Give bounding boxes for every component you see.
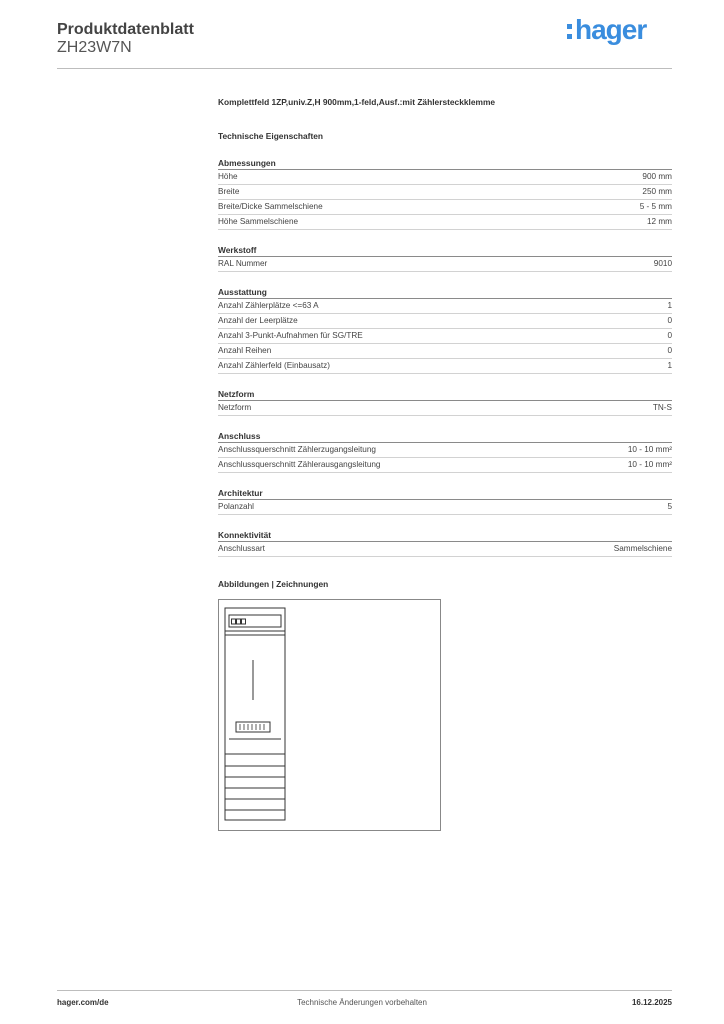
- section: [218, 487, 672, 515]
- main-content: [218, 96, 672, 831]
- property-row: [218, 443, 672, 458]
- footer-date: 16.12.2025: [631, 998, 672, 1007]
- property-label: Anzahl der Leerplätze: [218, 316, 298, 325]
- section: [218, 388, 672, 416]
- property-row: [218, 401, 672, 416]
- properties-sections: [218, 157, 672, 557]
- property-row: [218, 542, 672, 557]
- illustrations-heading: Abbildungen | Zeichnungen: [218, 579, 329, 589]
- section: [218, 157, 672, 230]
- property-label: Netzform: [218, 403, 252, 412]
- footer-website-link[interactable]: hager.com/de: [57, 998, 109, 1007]
- property-label: Breite/Dicke Sammelschiene: [218, 202, 323, 211]
- logo-dots-icon: [567, 24, 572, 39]
- property-label: Anzahl Zählerplätze <=63 A: [218, 301, 319, 310]
- property-label: Polanzahl: [218, 502, 254, 511]
- technical-properties-heading: Technische Eigenschaften: [218, 131, 324, 141]
- property-label: Anzahl Zählerfeld (Einbausatz): [218, 361, 330, 370]
- property-label: Anschlussquerschnitt Zählerzugangsleitung: [218, 445, 376, 454]
- panel-drawing-icon: [219, 600, 440, 830]
- section-title: Netzform: [218, 388, 672, 401]
- property-row: [218, 185, 672, 200]
- section: [218, 529, 672, 557]
- property-label: RAL Nummer: [218, 259, 268, 268]
- section-title: Architektur: [218, 487, 672, 500]
- footer-divider: [57, 990, 672, 991]
- property-value: 0: [667, 331, 672, 340]
- property-row: [218, 344, 672, 359]
- footer-notice: Technische Änderungen vorbehalten: [297, 998, 427, 1007]
- document-title: Produktdatenblatt: [57, 21, 194, 38]
- property-row: [218, 170, 672, 185]
- property-row: [218, 500, 672, 515]
- property-label: Breite: [218, 187, 240, 196]
- section: [218, 244, 672, 272]
- section-title: Ausstattung: [218, 286, 672, 299]
- property-label: Höhe Sammelschiene: [218, 217, 299, 226]
- property-value: 0: [667, 346, 672, 355]
- property-label: Anzahl 3-Punkt-Aufnahmen für SG/TRE: [218, 331, 363, 340]
- property-value: 1: [667, 361, 672, 370]
- property-row: [218, 299, 672, 314]
- property-label: Anzahl Reihen: [218, 346, 272, 355]
- property-row: [218, 314, 672, 329]
- product-description: Komplettfeld 1ZP,univ.Z,H 900mm,1-feld,Ausf.:mit Zählersteckklemme: [218, 97, 496, 107]
- property-value: 5 - 5 mm: [639, 202, 672, 211]
- property-value: 900 mm: [642, 172, 672, 181]
- section: [218, 286, 672, 374]
- property-value: 5: [667, 502, 672, 511]
- property-value: 10 - 10 mm²: [627, 460, 672, 469]
- section: [218, 430, 672, 473]
- section-title: Anschluss: [218, 430, 672, 443]
- property-value: 9010: [653, 259, 672, 268]
- property-value: 10 - 10 mm²: [627, 445, 672, 454]
- property-label: Anschlussart: [218, 544, 265, 553]
- property-row: [218, 359, 672, 374]
- property-row: [218, 215, 672, 230]
- product-code: ZH23W7N: [57, 39, 132, 56]
- property-row: [218, 458, 672, 473]
- property-value: Sammelschiene: [613, 544, 672, 553]
- property-row: [218, 257, 672, 272]
- property-label: Anschlussquerschnitt Zählerausgangsleitung: [218, 460, 381, 469]
- property-value: 12 mm: [646, 217, 672, 226]
- property-value: 1: [667, 301, 672, 310]
- section-title: Werkstoff: [218, 244, 672, 257]
- property-value: TN-S: [652, 403, 672, 412]
- hager-logo[interactable]: [567, 14, 646, 46]
- product-drawing: [218, 599, 441, 831]
- header-divider: [57, 68, 672, 69]
- property-row: [218, 329, 672, 344]
- property-row: [218, 200, 672, 215]
- logo-text: hager: [575, 14, 647, 45]
- property-value: 250 mm: [642, 187, 672, 196]
- section-title: Abmessungen: [218, 157, 672, 170]
- property-label: Höhe: [218, 172, 238, 181]
- section-title: Konnektivität: [218, 529, 672, 542]
- property-value: 0: [667, 316, 672, 325]
